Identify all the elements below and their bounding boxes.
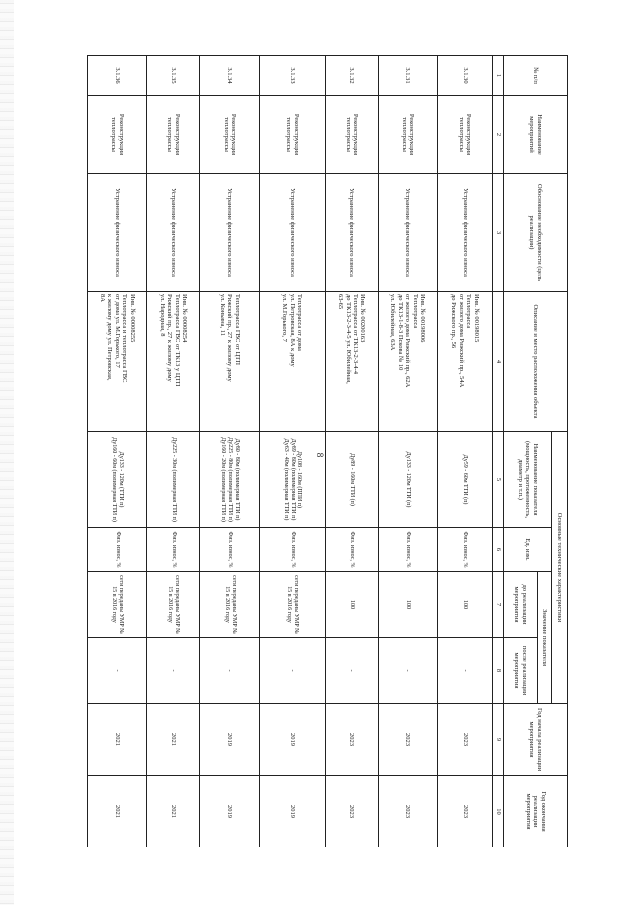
header-desc: Описание и место расположения объекта [504, 292, 568, 432]
measure-name: Реконструкция теплотрассы [88, 96, 147, 174]
object-description-line: Теплотрасса и теплотрасса ГВС [121, 294, 129, 383]
object-description-line: Теплотрасса от ТК13-2-3-4-4 [351, 294, 359, 375]
row-number: 3.1.36 [88, 56, 147, 96]
object-description-line: 8А [99, 294, 107, 302]
object-description-line: Теплотрасса от дома [296, 294, 304, 351]
column-number: 9 [493, 704, 504, 776]
year-start: 2023 [437, 704, 492, 776]
technical-characteristic-line: Ду225 - 30м (полимерная ТТИ п) [170, 437, 177, 522]
column-number: 8 [493, 638, 504, 704]
unit-cell: Физ. износ, % [88, 528, 147, 572]
object-description-line: до ТК13-1-8-3 Пскова № 10 [396, 294, 404, 371]
object-description [200, 292, 259, 432]
object-description [259, 292, 325, 432]
technical-characteristic [325, 432, 378, 528]
measure-reason: Устранение физического износа [325, 174, 378, 292]
rotated-sheet [87, 55, 568, 847]
object-description-line: Теплотрасса [411, 294, 419, 329]
value-before: сети переданы УМР № 15 в 2016 году [259, 572, 325, 638]
value-after: - [88, 638, 147, 704]
object-description-line: ул. Петровская, 8А к дому [288, 294, 296, 367]
object-description-line: Инв. № 00200163 [359, 294, 367, 343]
table-body [88, 56, 493, 848]
header-year-end: Год окончания реализации мероприятия [504, 776, 568, 847]
object-description-line: ул. М.Горького, 7 [281, 294, 289, 342]
technical-characteristic [88, 432, 147, 528]
table-row [200, 56, 259, 848]
technical-characteristic-line: Ду133 - 120м (ТТИ п) [118, 451, 125, 508]
measure-reason: Устранение физического износа [147, 174, 200, 292]
year-end: 2019 [200, 776, 259, 847]
value-after: - [378, 638, 437, 704]
value-after: - [200, 638, 259, 704]
row-number: 3.1.33 [259, 56, 325, 96]
header-unit: Ед. изм. [504, 528, 552, 572]
scan-edge-artifact [0, 0, 14, 905]
technical-characteristic-line: Ду225 - 80м (полимерная ТТИ п) [227, 437, 234, 522]
table-row [88, 56, 147, 848]
value-after: - [259, 638, 325, 704]
object-description-line: Теплотрасса ГВС от ТК13 у ЦТП [173, 294, 181, 387]
technical-characteristic-line: Ду108 - 160м (ППИ п) [296, 450, 303, 509]
technical-characteristic-line: Ду80 - 80м (полимерная ТТИ п) [233, 438, 240, 521]
value-after: - [325, 638, 378, 704]
year-start: 2023 [325, 704, 378, 776]
year-start: 2023 [378, 704, 437, 776]
year-end: 2023 [437, 776, 492, 847]
technical-characteristic-line: Ду59 - 60м ТТИ (п) [462, 454, 469, 505]
object-description-line: от жилого дома Рижский пр., 54А [457, 294, 465, 388]
unit-cell: Физ. износ, % [437, 528, 492, 572]
value-before: 100 [325, 572, 378, 638]
object-description-line: до ТК13-2-3-4-5 ул. Юбилейная, [344, 294, 352, 384]
header-char-name: Наименование показателя (мощность, протяженность, диаметр и т.п.) [504, 432, 552, 528]
header-num: № п/п [504, 56, 568, 96]
header-values-group: Значение показателя [538, 572, 552, 704]
measure-reason: Устранение физического износа [200, 174, 259, 292]
technical-characteristic-line: Ду89 - 160м ТТИ (п) [348, 453, 355, 506]
measure-reason: Устранение физического износа [259, 174, 325, 292]
technical-characteristic-line: Ду160 - 20м (полимерная ТТИ п) [220, 437, 227, 522]
column-number: 1 [493, 56, 504, 96]
row-number: 3.1.34 [200, 56, 259, 96]
page-number: 8 [315, 452, 325, 458]
year-end: 2023 [378, 776, 437, 847]
row-number: 3.1.35 [147, 56, 200, 96]
measure-name: Реконструкция теплотрассы [200, 96, 259, 174]
technical-characteristic-line: Ду89 - 80м (полимерная ТТИ п) [289, 438, 296, 521]
year-end: 2019 [259, 776, 325, 847]
object-description-line: к жилому дому ул. Петровская, [106, 294, 114, 381]
year-start: 2021 [147, 704, 200, 776]
row-number: 3.1.32 [325, 56, 378, 96]
technical-characteristic-line: Ду133 - 120м ТТИ (п) [405, 451, 412, 508]
column-number: 5 [493, 432, 504, 528]
object-description-line: Инв. № 00198015 [472, 294, 480, 343]
object-description-line: Теплотрасса ГВС от ЦТП [233, 294, 241, 365]
header-name: Наименование мероприятий [504, 96, 568, 174]
object-description [88, 292, 147, 432]
column-number: 2 [493, 96, 504, 174]
object-description-line: Инв. № 00008255 [128, 294, 136, 343]
table-row [259, 56, 325, 848]
unit-cell: Физ. износ, % [378, 528, 437, 572]
header-before: до реализации мероприятия [504, 572, 538, 638]
object-description [378, 292, 437, 432]
object-description-line: от дома ул. М.Горького, 17 [113, 294, 121, 368]
technical-characteristic [378, 432, 437, 528]
year-end: 2021 [147, 776, 200, 847]
column-number: 3 [493, 174, 504, 292]
technical-characteristic [147, 432, 200, 528]
value-after: - [147, 638, 200, 704]
year-start: 2019 [259, 704, 325, 776]
column-number: 4 [493, 292, 504, 432]
object-description [147, 292, 200, 432]
value-before: сети переданы УМР № 15 в 2016 году [147, 572, 200, 638]
object-description-line: Теплотрасса [465, 294, 473, 329]
year-end: 2021 [88, 776, 147, 847]
measure-name: Реконструкция теплотрассы [259, 96, 325, 174]
object-description-line: ул. Народная, 8 [158, 294, 166, 337]
measure-reason: Устранение физического износа [378, 174, 437, 292]
object-description [437, 292, 492, 432]
unit-cell: Физ. износ, % [147, 528, 200, 572]
unit-cell: Физ. износ, % [200, 528, 259, 572]
table-row [147, 56, 200, 848]
header-reason: Обоснование необходимости (цель реализации) [504, 174, 568, 292]
object-description-line: 63-65 [337, 294, 345, 310]
object-description-line: Рижский пр., 27 к жилому дому [166, 294, 174, 382]
object-description [325, 292, 378, 432]
object-description-line: ул. Юбилейная, 63А [389, 294, 397, 351]
measures-table [87, 55, 568, 847]
measure-name: Реконструкция теплотрассы [378, 96, 437, 174]
header-year-start: Год начала реализации мероприятия [504, 704, 568, 776]
measure-name: Реконструкция теплотрассы [147, 96, 200, 174]
row-number: 3.1.31 [378, 56, 437, 96]
value-before: сети переданы УМР № 15 в 2016 году [88, 572, 147, 638]
measure-name: Реконструкция теплотрассы [437, 96, 492, 174]
unit-cell: Физ. износ, % [259, 528, 325, 572]
column-number: 10 [493, 776, 504, 847]
technical-characteristic-line: Ду160 - 60м (полимерная ТТИ п) [111, 437, 118, 522]
technical-characteristic [437, 432, 492, 528]
value-before: 100 [378, 572, 437, 638]
table-frame [87, 55, 568, 847]
table-row [437, 56, 492, 848]
year-start: 2019 [200, 704, 259, 776]
column-number: 7 [493, 572, 504, 638]
measure-reason: Устранение физического износа [437, 174, 492, 292]
value-before: 100 [437, 572, 492, 638]
row-number: 3.1.30 [437, 56, 492, 96]
technical-characteristic-line: Ду63 - 40м (полимерная ТТИ п) [282, 438, 289, 521]
object-description-line: Инв. № 00198006 [419, 294, 427, 343]
object-description-line: до Рижского пр., 56 [450, 294, 458, 349]
unit-cell: Физ. износ, % [325, 528, 378, 572]
table-row [325, 56, 378, 848]
year-end: 2023 [325, 776, 378, 847]
object-description-line: Рижский пр., 27 к жилому дому [226, 294, 234, 382]
technical-characteristic [200, 432, 259, 528]
year-start: 2021 [88, 704, 147, 776]
object-description-line: от жилого дома Рижский пр., 62А [404, 294, 412, 388]
value-before: сети переданы УМР № 15 в 2016 году [200, 572, 259, 638]
object-description-line: Инв. № 00008254 [181, 294, 189, 343]
object-description-line: ул. Коньяна, 11 [218, 294, 226, 337]
column-number: 6 [493, 528, 504, 572]
measure-name: Реконструкция теплотрассы [325, 96, 378, 174]
table-row [378, 56, 437, 848]
header-after: после реализации мероприятия [504, 638, 538, 704]
measure-reason: Устранение физического износа [88, 174, 147, 292]
technical-characteristic [259, 432, 325, 528]
header-tech-group: Основные технические характеристики [552, 432, 568, 704]
value-after: - [437, 638, 492, 704]
